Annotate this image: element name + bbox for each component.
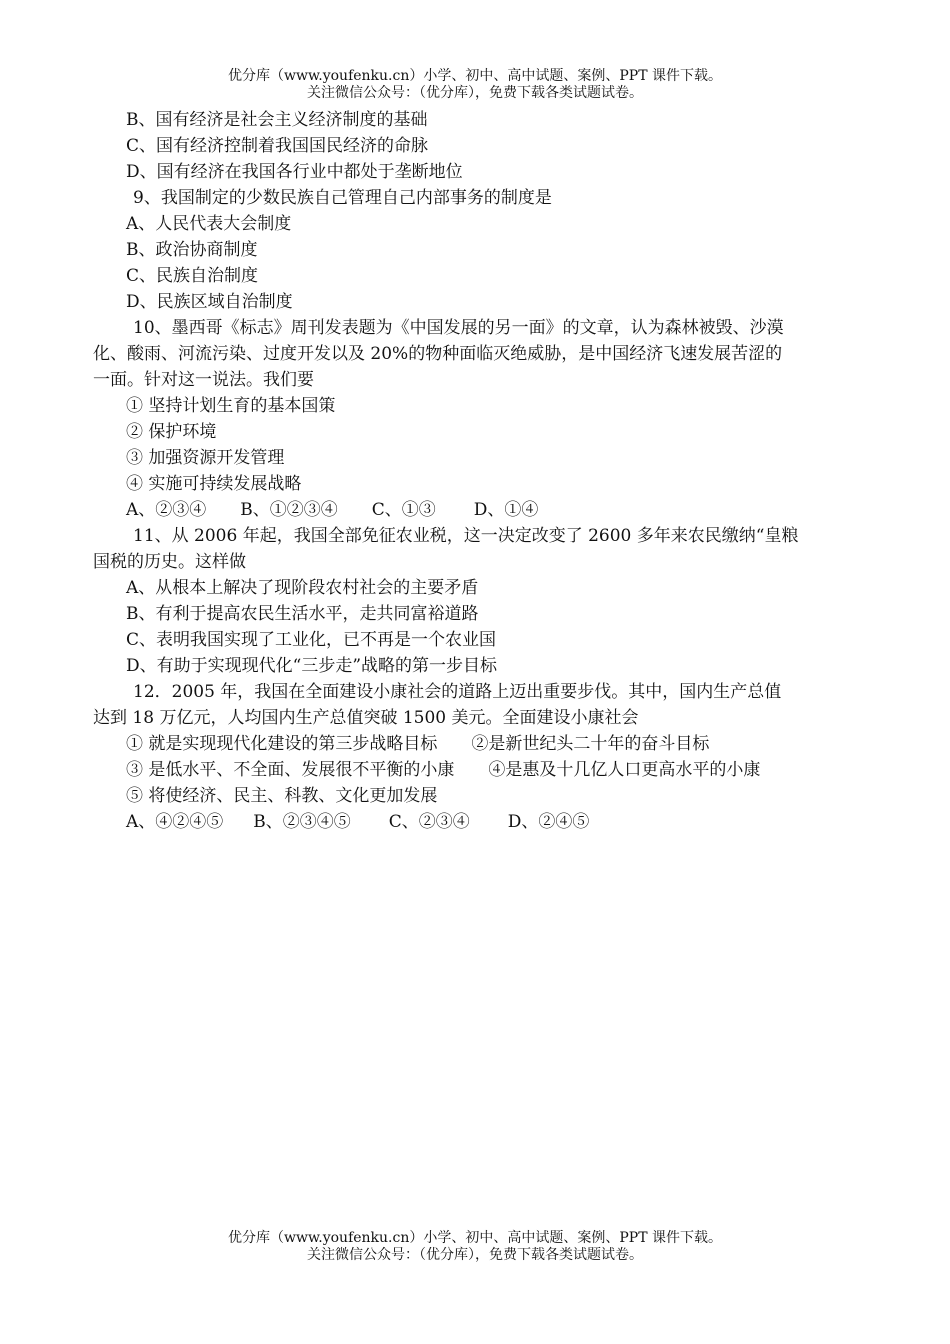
page-footer (0, 1230, 950, 1264)
page-header (0, 68, 950, 102)
q10-item-1: ① 坚持计划生育的基本国策 (126, 396, 336, 416)
q8-option-c: C、国有经济控制着我国国民经济的命脉 (126, 136, 429, 156)
q9-option-b: B、政治协商制度 (126, 240, 258, 260)
q9-option-a: A、人民代表大会制度 (126, 214, 292, 234)
q10-item-3: ③ 加强资源开发管理 (126, 448, 285, 468)
q9-option-d: D、民族区域自治制度 (126, 292, 293, 312)
q10-item-2: ② 保护环境 (126, 422, 217, 442)
footer-line-2: 关注微信公众号：（优分库），免费下载各类试题试卷。 (307, 1247, 643, 1263)
q10-item-4: ④ 实施可持续发展战略 (126, 474, 302, 494)
header-line-2: 关注微信公众号：（优分库），免费下载各类试题试卷。 (307, 85, 643, 101)
q10-choice-b: B、①②③④ (240, 500, 338, 520)
q10-stem-line-3: 一面。针对这一说法。我们要 (93, 370, 314, 390)
q8-option-d: D、国有经济在我国各行业中都处于垄断地位 (126, 162, 463, 182)
q10-choice-c: C、①③ (371, 500, 436, 520)
q12-choice-d: D、②④⑤ (507, 812, 590, 832)
exam-content (93, 107, 863, 835)
q11-option-d: D、有助于实现现代化“三步走”战略的第一步目标 (126, 656, 498, 676)
q12-stem-line-2: 达到 18 万亿元，人均国内生产总值突破 1500 美元。全面建设小康社会 (93, 708, 639, 728)
footer-line-1: 优分库（www.youfenku.cn）小学、初中、高中试题、案例、PPT 课件下载。 (227, 1230, 722, 1246)
q11-stem-line-1: 11、从 2006 年起，我国全部免征农业税，这一决定改变了 2600 多年来农民缴纳“皇粮 (133, 526, 799, 546)
q11-stem-line-2: 国税的历史。这样做 (93, 552, 246, 572)
q11-option-a: A、从根本上解决了现阶段农村社会的主要矛盾 (126, 578, 479, 598)
q12-items-line-2: ③ 是低水平、不全面、发展很不平衡的小康 ④是惠及十几亿人口更高水平的小康 (126, 760, 761, 780)
q12-choice-b: B、②③④⑤ (253, 812, 351, 832)
q12-choice-c: C、②③④ (388, 812, 470, 832)
q10-choice-a: A、②③④ (126, 500, 207, 520)
q9-option-c: C、民族自治制度 (126, 266, 259, 286)
q10-stem-line-1: 10、墨西哥《标志》周刊发表题为《中国发展的另一面》的文章，认为森林被毁、沙漠 (133, 318, 784, 338)
q9-stem: 9、我国制定的少数民族自己管理自己内部事务的制度是 (133, 188, 552, 208)
q10-choices (93, 497, 863, 523)
header-line-1: 优分库（www.youfenku.cn）小学、初中、高中试题、案例、PPT 课件下载。 (227, 68, 722, 84)
q12-choices (93, 809, 863, 835)
q10-stem-line-2: 化、酸雨、河流污染、过度开发以及 20%的物种面临灭绝威胁，是中国经济飞速发展苦涩的 (93, 344, 783, 364)
q10-choice-d: D、①④ (473, 500, 539, 520)
q12-items-line-3: ⑤ 将使经济、民主、科教、文化更加发展 (126, 786, 438, 806)
q12-items-line-1: ① 就是实现现代化建设的第三步战略目标 ②是新世纪头二十年的奋斗目标 (126, 734, 710, 754)
q12-stem-line-1: 12．2005 年，我国在全面建设小康社会的道路上迈出重要步伐。其中，国内生产总值 (133, 682, 782, 702)
q12-choice-a: A、④②④⑤ (126, 812, 224, 832)
q11-option-c: C、表明我国实现了工业化，已不再是一个农业国 (126, 630, 497, 650)
q8-option-b: B、国有经济是社会主义经济制度的基础 (126, 110, 428, 130)
q11-option-b: B、有利于提高农民生活水平，走共同富裕道路 (126, 604, 479, 624)
